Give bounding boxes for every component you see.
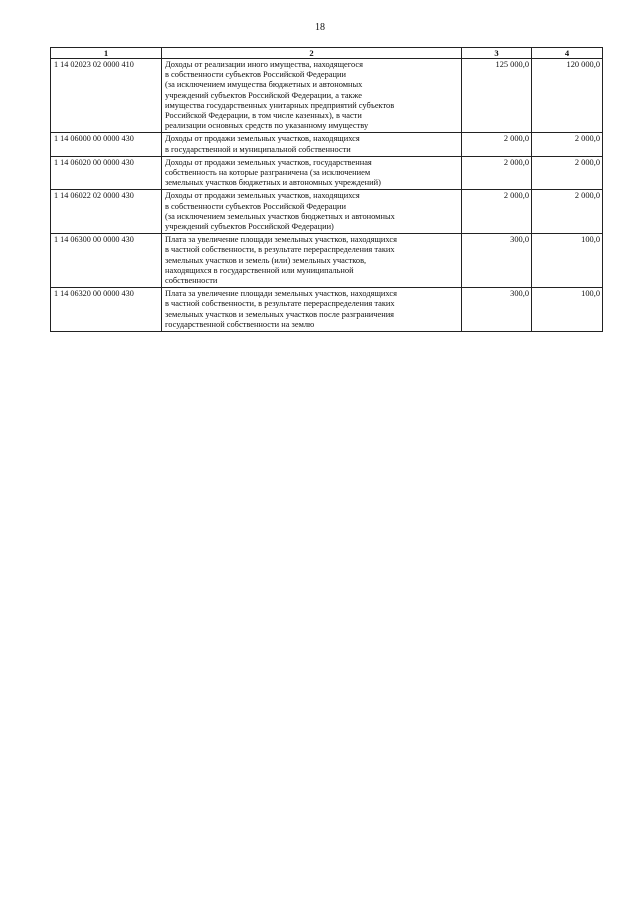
column-header: 1 [51, 48, 162, 59]
revenue-name-line: в частной собственности, в результате перераспределения таких [165, 299, 395, 309]
value-col-3: 2 000,0 [462, 190, 532, 234]
value-col-4: 120 000,0 [532, 59, 603, 133]
revenue-name-line: земельных участков бюджетных и автономных учреждений) [165, 178, 381, 188]
revenue-name-line: земельных участков и земельных участков после разграничения [165, 309, 395, 319]
revenue-name-line: Российской Федерации, в том числе казенных), в части [165, 111, 362, 121]
table-row [51, 234, 603, 288]
value-col-3: 2 000,0 [462, 156, 532, 190]
revenue-code: 1 14 06320 00 0000 430 [51, 288, 162, 332]
table-row [51, 156, 603, 190]
value-col-4: 2 000,0 [532, 133, 603, 156]
revenue-name-line: собственности [165, 276, 218, 286]
revenue-name-line: в частной собственности, в результате перераспределения таких [165, 245, 395, 255]
revenue-name-line: государственной собственности на землю [165, 319, 315, 329]
revenue-table [50, 47, 603, 332]
table-header-row [51, 48, 603, 59]
revenue-name-line: собственность на которые разграничена (за исключением [165, 168, 371, 178]
revenue-name-line: учреждений субъектов Российской Федерации) [165, 222, 334, 232]
revenue-name [162, 59, 462, 133]
revenue-name-line: находящихся в государственной или муниципальной [165, 265, 354, 275]
revenue-name-line: Доходы от продажи земельных участков, находящихся [165, 191, 360, 201]
revenue-name [162, 190, 462, 234]
value-col-3: 125 000,0 [462, 59, 532, 133]
value-col-4: 2 000,0 [532, 190, 603, 234]
revenue-name-line: Плата за увеличение площади земельных участков, находящихся [165, 289, 397, 299]
revenue-name-line: в собственности субъектов Российской Федерации [165, 201, 346, 211]
value-col-4: 2 000,0 [532, 156, 603, 190]
value-col-4: 100,0 [532, 234, 603, 288]
revenue-name-line: Доходы от продажи земельных участков, находящихся [165, 134, 360, 144]
revenue-name [162, 156, 462, 190]
table-row [51, 133, 603, 156]
value-col-3: 2 000,0 [462, 133, 532, 156]
value-col-3: 300,0 [462, 288, 532, 332]
table-row [51, 288, 603, 332]
revenue-name [162, 234, 462, 288]
value-col-4: 100,0 [532, 288, 603, 332]
column-header: 4 [532, 48, 603, 59]
revenue-name-line: в собственности субъектов Российской Федерации [165, 70, 346, 80]
revenue-name [162, 288, 462, 332]
table-row [51, 190, 603, 234]
revenue-name-line: земельных участков и земель (или) земельных участков, [165, 255, 367, 265]
revenue-name-line: Плата за увеличение площади земельных участков, находящихся [165, 235, 397, 245]
table-row [51, 59, 603, 133]
revenue-name-line: реализации основных средств по указанному имуществу [165, 121, 369, 131]
revenue-name-line: Доходы от продажи земельных участков, государственная [165, 157, 372, 167]
revenue-name-line: имущества государственных унитарных предприятий субъектов [165, 100, 395, 110]
column-header: 3 [462, 48, 532, 59]
revenue-name-line: Доходы от реализации иного имущества, находящегося [165, 60, 363, 69]
revenue-code: 1 14 02023 02 0000 410 [51, 59, 162, 133]
revenue-name-line: учреждений субъектов Российской Федерации, а также [165, 90, 362, 100]
revenue-code: 1 14 06022 02 0000 430 [51, 190, 162, 234]
revenue-code: 1 14 06000 00 0000 430 [51, 133, 162, 156]
revenue-name-line: (за исключением имущества бюджетных и автономных [165, 80, 363, 90]
page-number: 18 [315, 22, 325, 33]
column-header: 2 [162, 48, 462, 59]
revenue-code: 1 14 06300 00 0000 430 [51, 234, 162, 288]
revenue-name-line: (за исключением земельных участков бюджетных и автономных [165, 211, 395, 221]
value-col-3: 300,0 [462, 234, 532, 288]
revenue-name-line: в государственной и муниципальной собственности [165, 144, 351, 154]
revenue-name [162, 133, 462, 156]
revenue-code: 1 14 06020 00 0000 430 [51, 156, 162, 190]
